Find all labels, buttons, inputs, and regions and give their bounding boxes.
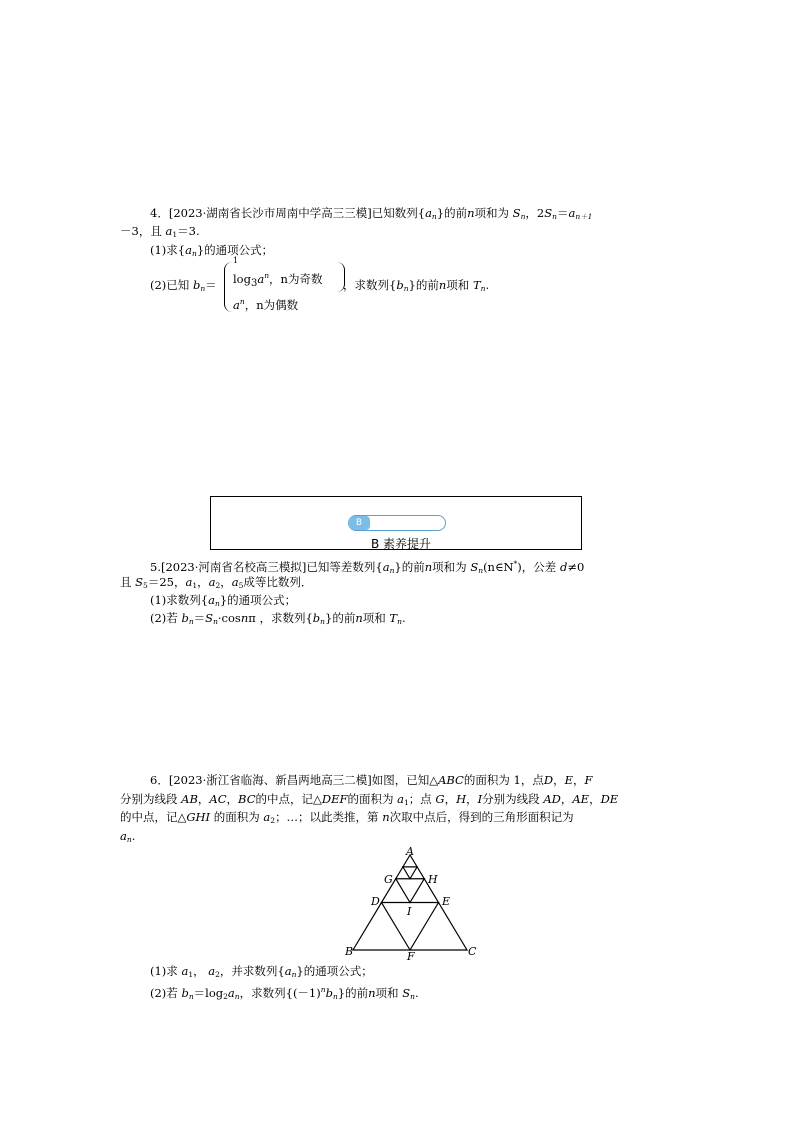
label-f: F: [407, 950, 415, 960]
q5-part2: (2)若 $b_n=S_n\cdot\cos n\pi$ ，求数列$\{b_n\}$的前n项和 $T_n$.: [150, 611, 406, 626]
q4-part2-lead: (2)已知 $b_n=$: [150, 278, 217, 293]
q4-case2: $a^n$，n为偶数: [233, 297, 299, 312]
label-a: A: [406, 845, 414, 858]
label-h: H: [428, 873, 438, 886]
q6-part2: (2)若 $b_n=\log_2a_n$，求数列$\{(-1)^nb_n\}$的前n项和 $S_n$.: [150, 985, 419, 1001]
label-e: E: [442, 895, 451, 908]
q6-line3: 的中点，记△GHI 的面积为 $a_2$；…；以此类推，第 n次取中点后，得到的三角形面积记为: [120, 810, 574, 825]
label-g: G: [384, 873, 393, 886]
q6-line4: $a_n$.: [120, 829, 136, 844]
q5-part1: (1)求数列$\{a_n\}$的通项公式；: [150, 593, 297, 608]
q6-line2: 分别为线段 AB，AC，BC的中点，记△DEF的面积为 $a_1$；点 G，H，I分别为线段 AD，AE，DE: [120, 792, 619, 807]
triangle-ghi: [396, 879, 425, 903]
q4-part2-tail: ，求数列$\{b_n\}$的前n项和 $T_n$.: [343, 278, 490, 293]
q4-case1: $\log_3a^n$，n为奇数: [233, 271, 323, 289]
q6-part1: (1)求 $a_1$， $a_2$，并求数列$\{a_n\}$的通项公式；: [150, 964, 373, 979]
label-c: C: [468, 945, 477, 958]
label-b: B: [345, 945, 354, 958]
q4-part1: (1)求$\{a_n\}$的通项公式；: [150, 243, 274, 258]
q4-line1: 4．[2023·湖南省长沙市周南中学高三三模]已知数列$\{a_n\}$的前n项和为 $S_n$，$2S_n=a_{n+1}$: [150, 206, 593, 221]
q6-line1: 6．[2023·浙江省临海、新昌两地高三二模]如图，已知△ABC的面积为 1，点D，E，F: [150, 773, 593, 787]
log-base-numerator: 1: [233, 256, 239, 265]
q5-line2: 且 $S_5=25$，$a_1$，$a_2$，$a_5$成等比数列．: [120, 575, 313, 590]
label-i: I: [407, 905, 412, 918]
q5-line1: 5.[2023·河南省名校高三模拟]已知等差数列$\{a_n\}$的前n项和为 $S_n(n\in N^*)$，公差 d≠0: [150, 559, 585, 575]
piecewise-brace-left: [224, 262, 233, 312]
triangle-inner: [403, 867, 417, 879]
triangle-figure: [340, 845, 480, 960]
section-badge-icon: B: [348, 516, 370, 530]
q4-line2: －3，且 $a_1=3$.: [120, 224, 200, 239]
label-d: D: [371, 895, 380, 908]
section-title: B 素养提升: [371, 537, 432, 551]
